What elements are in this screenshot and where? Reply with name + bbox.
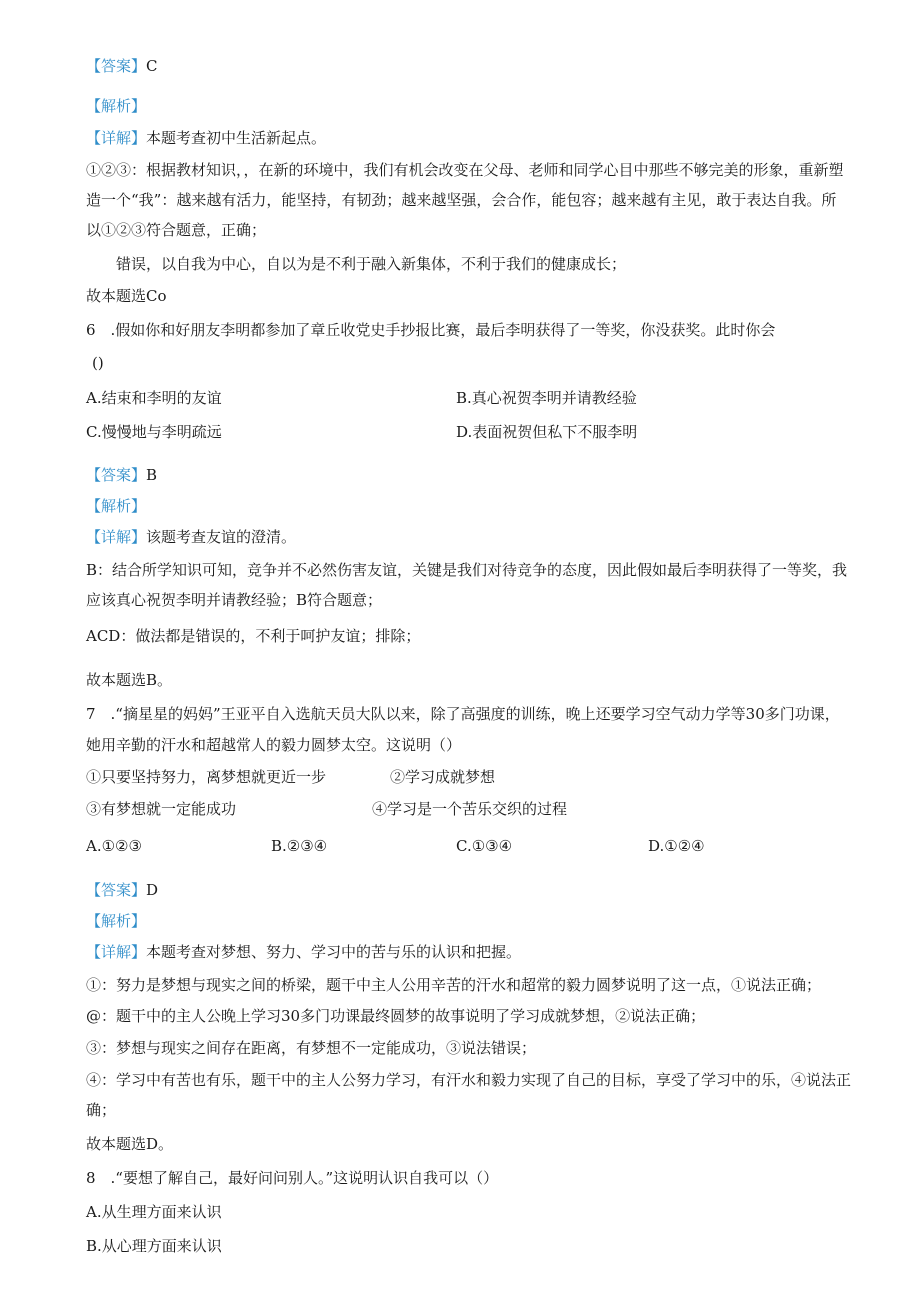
q7-stem-line2: 她用辛勤的汗水和超越常人的毅力圆梦太空。这说明（） (86, 736, 462, 754)
q6-option-c[interactable]: C.慢慢地与李明疏远 (86, 423, 222, 441)
q7-analysis-tag: 【解析】 (86, 912, 147, 930)
q7-item-2: ②学习成就梦想 (390, 768, 496, 786)
q7-option-d[interactable]: D.①②④ (648, 837, 705, 855)
q6-option-b[interactable]: B.真心祝贺李明并请教经验 (456, 389, 637, 407)
q6-conclusion: 故本题选B。 (86, 671, 173, 689)
q7-stem-line1: 7 .“摘星星的妈妈”王亚平自入选航天员大队以来，除了高强度的训练，晚上还要学习空气动力学等30多门功课， (86, 705, 840, 723)
answer-tag: 【答案】 (86, 57, 147, 75)
q5-answer (86, 56, 158, 76)
q7-explanation-2: @：题干中的主人公晚上学习30多门功课最终圆梦的故事说明了学习成就梦想，②说法正确； (86, 1007, 706, 1025)
q6-option-a[interactable]: A.结束和李明的友谊 (86, 389, 222, 407)
q6-option-d[interactable]: D.表面祝贺但私下不服李明 (456, 423, 638, 441)
q7-option-b[interactable]: B.②③④ (271, 837, 328, 855)
q6-para1-line2: 应该真心祝贺李明并请教经验；B符合题意； (86, 591, 383, 609)
detail-text: 本题考查初中生活新起点。 (146, 129, 327, 147)
q6-para1-line1: B：结合所学知识可知，竞争并不必然伤害友谊，关键是我们对待竞争的态度，因此假如最后李明获得了一等奖，我 (86, 561, 848, 579)
answer-value: D (146, 881, 159, 899)
q5-para1-line1: ①②③：根据教材知识，，在新的环境中，我们有机会改变在父母、老师和同学心目中那些不够完美的形象，重新塑 (86, 161, 844, 179)
q7-item-1: ①只要坚持努力，离梦想就更近一步 (86, 768, 327, 786)
detail-text: 本题考查对梦想、努力、学习中的苦与乐的认识和把握。 (146, 943, 522, 961)
q7-explanation-3: ③：梦想与现实之间存在距离，有梦想不一定能成功，③说法错误； (86, 1039, 537, 1057)
q7-option-c[interactable]: C.①③④ (456, 837, 513, 855)
q6-analysis-tag: 【解析】 (86, 497, 147, 515)
answer-value: C (146, 57, 158, 75)
q8-option-a[interactable]: A.从生理方面来认识 (86, 1203, 222, 1221)
q6-stem-line1: 6 .假如你和好朋友李明都参加了章丘收党史手抄报比赛，最后李明获得了一等奖，你没获奖。此时你会 (86, 321, 776, 339)
q5-conclusion: 故本题选Co (86, 287, 167, 305)
q5-para2: 错误，以自我为中心，自以为是不利于融入新集体，不利于我们的健康成长； (116, 255, 627, 273)
q7-conclusion: 故本题选D。 (86, 1135, 174, 1153)
detail-tag: 【详解】 (86, 528, 147, 546)
detail-tag: 【详解】 (86, 943, 147, 961)
q7-explanation-1: ①：努力是梦想与现实之间的桥梁，题干中主人公用辛苦的汗水和超常的毅力圆梦说明了这一点，①说法正确； (86, 976, 822, 994)
q8-option-b[interactable]: B.从心理方面来认识 (86, 1237, 222, 1255)
q5-para1-line2: 造一个“我”：越来越有活力，能坚持，有韧劲；越来越坚强，会合作，能包容；越来越有主见，敢于表达自我。所 (86, 191, 837, 209)
q7-answer (86, 880, 158, 900)
q8-stem: 8 .“要想了解自己，最好问问别人。”这说明认识自我可以（） (86, 1169, 499, 1187)
q7-item-4: ④学习是一个苦乐交织的过程 (372, 800, 568, 818)
q6-para2: ACD：做法都是错误的，不利于呵护友谊；排除； (86, 627, 421, 645)
q7-item-3: ③有梦想就一定能成功 (86, 800, 237, 818)
q6-stem-line2: () (92, 354, 104, 372)
q7-detail (86, 942, 521, 962)
detail-tag: 【详解】 (86, 129, 147, 147)
answer-tag: 【答案】 (86, 881, 147, 899)
answer-tag: 【答案】 (86, 466, 147, 484)
q7-option-a[interactable]: A.①②③ (86, 837, 142, 855)
q5-detail (86, 128, 326, 148)
answer-value: B (146, 466, 158, 484)
q7-explanation-4-line2: 确； (86, 1101, 117, 1119)
detail-text: 该题考查友谊的澄清。 (146, 528, 297, 546)
q5-para1-line3: 以①②③符合题意，正确； (86, 221, 267, 239)
q6-answer (86, 465, 157, 485)
q6-detail (86, 527, 296, 547)
q5-analysis-tag: 【解析】 (86, 97, 147, 115)
q7-explanation-4-line1: ④：学习中有苦也有乐，题干中的主人公努力学习，有汗水和毅力实现了自己的目标，享受了学习中的乐，④说法正 (86, 1071, 852, 1089)
